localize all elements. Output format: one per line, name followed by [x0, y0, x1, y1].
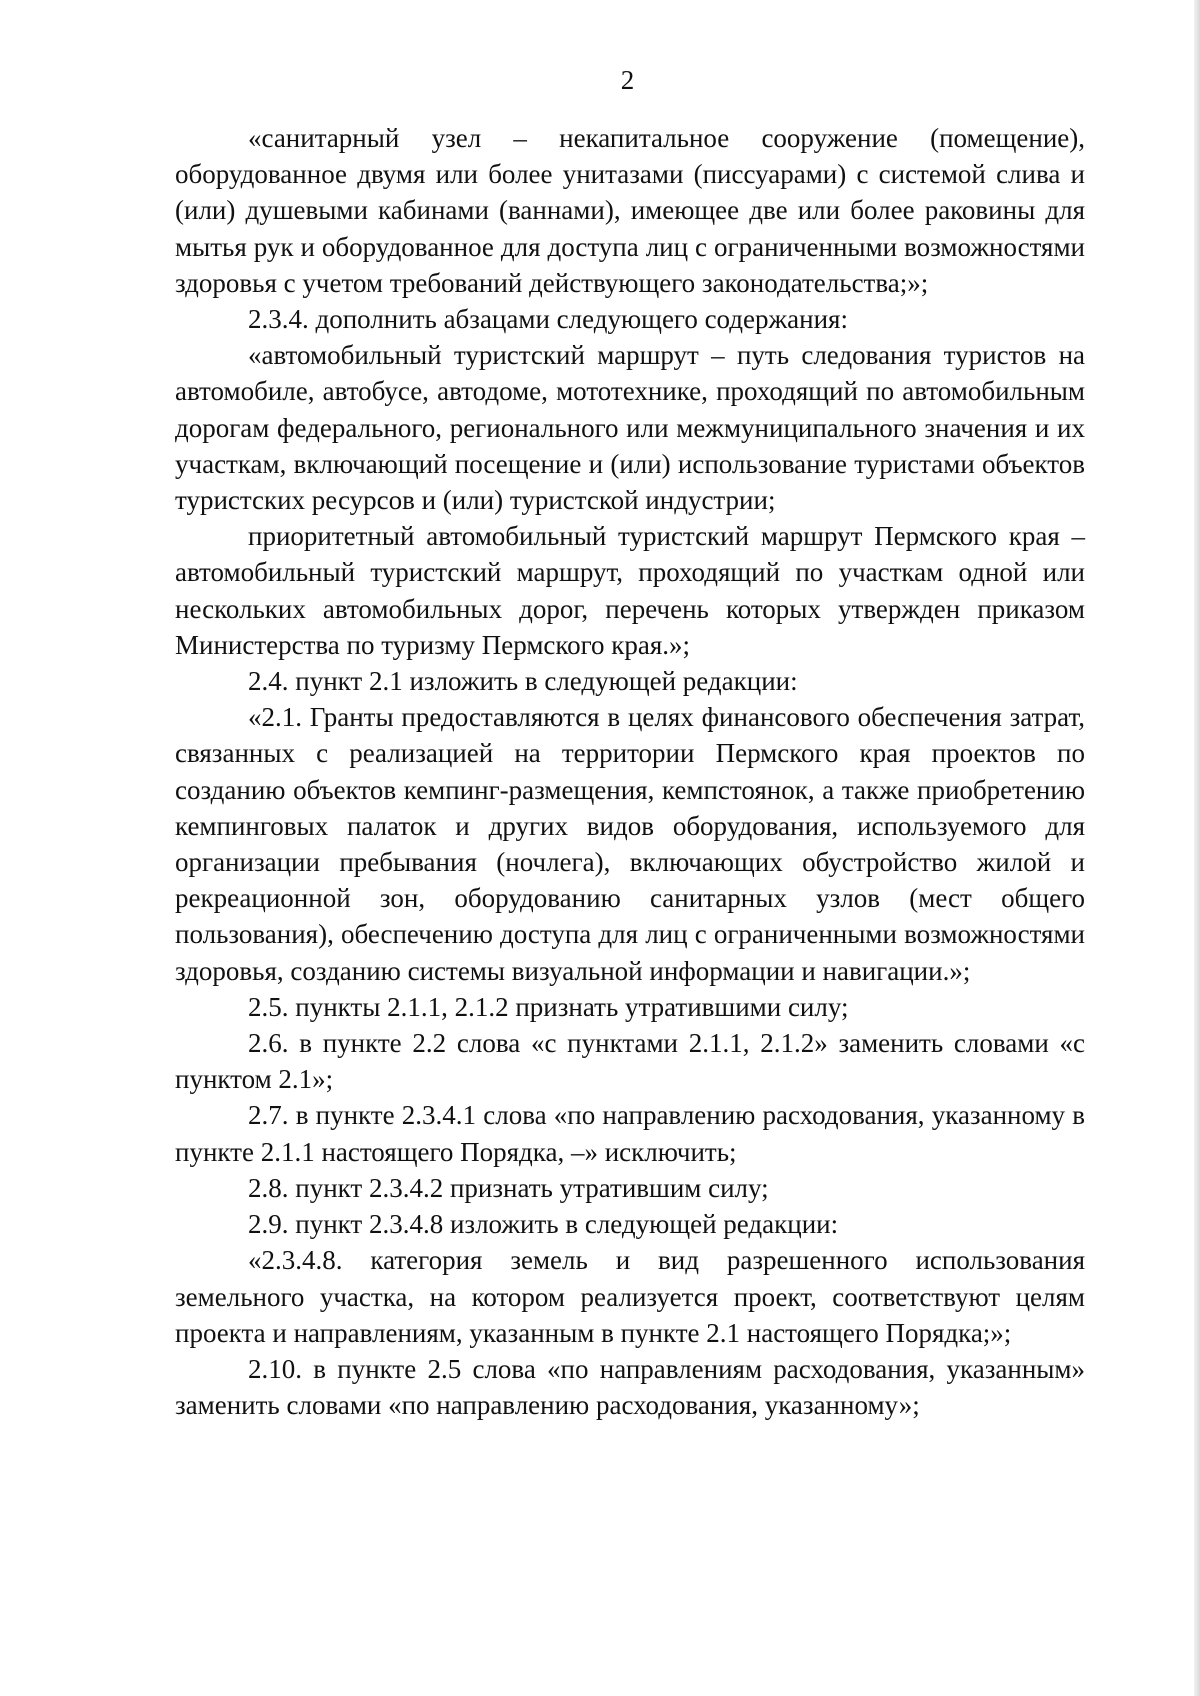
paragraph-2-4: 2.4. пункт 2.1 изложить в следующей редакции: [248, 666, 798, 697]
document-body [175, 120, 1085, 1423]
paragraph-2-3-4-8: «2.3.4.8. категория земель и вид разрешенного использования земельного участка, на котором реализуется проект, соответствуют целям проекта и направлениям, указанным в пункте 2.1 настоящего Порядка;»; [175, 1245, 1085, 1348]
paragraph-2-3-4: 2.3.4. дополнить абзацами следующего содержания: [248, 304, 848, 335]
paragraph-auto-route-definition: «автомобильный туристский маршрут – путь следования туристов на автомобиле, автобусе, автодоме, мототехнике, проходящий по автомобильным дорогам федерального, регионального или межмуниципального значения и их участкам, включающий посещение и (или) использование туристами объектов туристских ресурсов и (или) туристской индустрии; [175, 340, 1085, 516]
paragraph-2-9: 2.9. пункт 2.3.4.8 изложить в следующей редакции: [248, 1209, 839, 1240]
paragraph-priority-route-definition: приоритетный автомобильный туристский маршрут Пермского края – автомобильный туристский маршрут, проходящий по участкам одной или нескольких автомобильных дорог, перечень которых утвержден приказом Министерства по туризму Пермского края.»; [175, 521, 1085, 660]
paragraph-2-5: 2.5. пункты 2.1.1, 2.1.2 признать утратившими силу; [248, 991, 849, 1022]
paragraph-2-7: 2.7. в пункте 2.3.4.1 слова «по направлению расходования, указанному в пункте 2.1.1 настоящего Порядка, –» исключить; [175, 1100, 1085, 1167]
paragraph-2-8: 2.8. пункт 2.3.4.2 признать утратившим силу; [248, 1172, 769, 1203]
scan-edge [1194, 0, 1200, 1696]
paragraph-sanitary-unit-definition: «санитарный узел – некапитальное сооружение (помещение), оборудованное двумя или более унитазами (писсуарами) с системой слива и (или) душевыми кабинами (ваннами), имеющее две или более раковины для мытья рук и оборудованное для доступа лиц с ограниченными возможностями здоровья с учетом требований действующего законодательства;»; [175, 123, 1085, 298]
paragraph-2-10: 2.10. в пункте 2.5 слова «по направлениям расходования, указанным» заменить словами «по направлению расходования, указанному»; [175, 1353, 1085, 1421]
paragraph-2-6: 2.6. в пункте 2.2 слова «с пунктами 2.1.1, 2.1.2» заменить словами «с пунктом 2.1»; [175, 1028, 1085, 1095]
paragraph-grant-purpose: «2.1. Гранты предоставляются в целях финансового обеспечения затрат, связанных с реализацией на территории Пермского края проектов по созданию объектов кемпинг-размещения, кемпстоянок, а также приобретению кемпинговых палаток и других видов оборудования, используемого для организации пребывания (ночлега), включающих обустройство жилой и рекреационной зон, оборудованию санитарных узлов (мест общего пользования), обеспечению доступа для лиц с ограниченными возможностями здоровья, созданию системы визуальной информации и навигации.»; [175, 702, 1085, 986]
page-number: 2 [620, 65, 635, 95]
